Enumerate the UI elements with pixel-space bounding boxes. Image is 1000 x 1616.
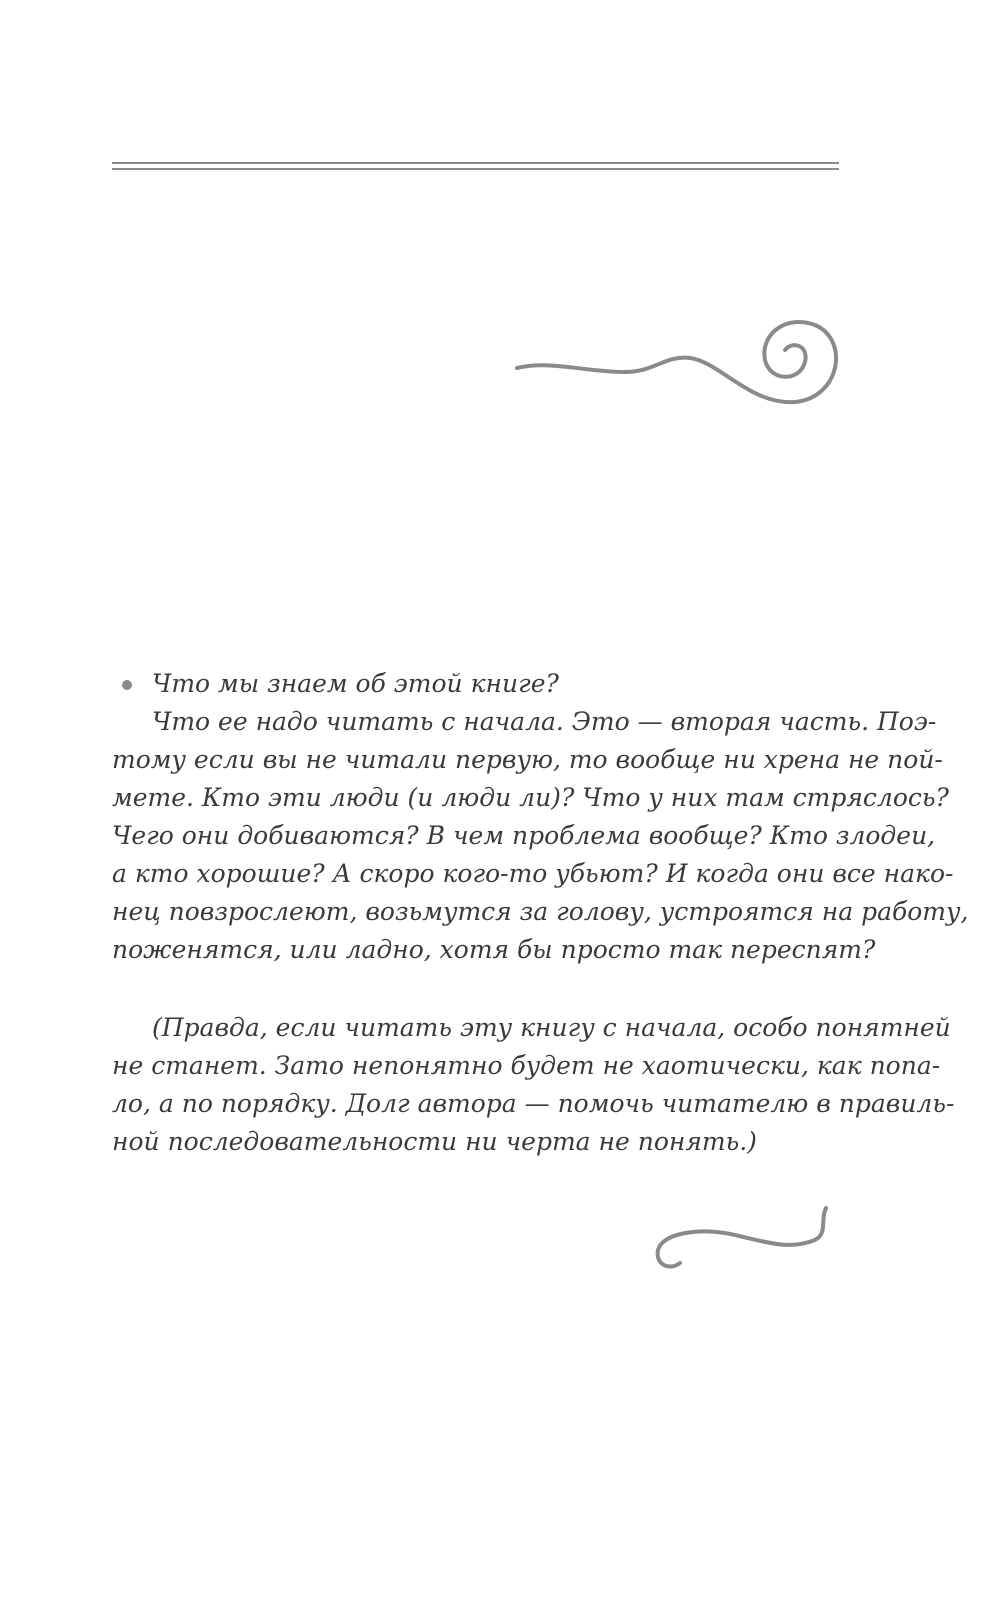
paragraph2-line: ло, а по порядку. Долг автора — помочь читателю в правиль- [112,1089,955,1118]
paragraph1-line: мете. Кто эти люди (и люди ли)? Что у них там стряслось? [112,783,949,812]
paragraph1-line: а кто хорошие? А скоро кого-то убьют? И когда они все нако- [112,859,954,888]
paragraph2-line: не станет. Зато непонятно будет не хаотически, как попа- [112,1051,941,1080]
question-line [112,665,839,703]
swirl-ornament-top-path [517,322,836,402]
bullet-icon [122,680,132,690]
header-rule-top [112,162,839,164]
paragraph1-line: Что ее надо читать с начала. Это — вторая часть. Поэ- [152,707,937,736]
swirl-ornament-top [515,310,860,435]
paragraph1-line: нец повзрослеют, возьмутся за голову, устроятся на работу, [112,897,969,926]
header-rule-bottom [112,168,839,170]
paragraph1-line: тому если вы не читали первую, то вообще ни хрена не пой- [112,745,943,774]
paragraph1-line: поженятся, или ладно, хотя бы просто так переспят? [112,935,876,964]
swirl-ornament-bottom-path [658,1208,826,1267]
question-text: Что мы знаем об этой книге? [152,669,559,698]
body-text [112,665,969,1161]
paragraph2-line: (Правда, если читать эту книгу с начала, особо понятней [152,1013,951,1042]
swirl-ornament-bottom [640,1205,840,1280]
paragraph-gap [112,969,839,1009]
paragraph2-line: ной последовательности ни черта не понять.) [112,1127,757,1156]
paragraph1-line: Чего они добиваются? В чем проблема вообще? Кто злодеи, [112,821,936,850]
